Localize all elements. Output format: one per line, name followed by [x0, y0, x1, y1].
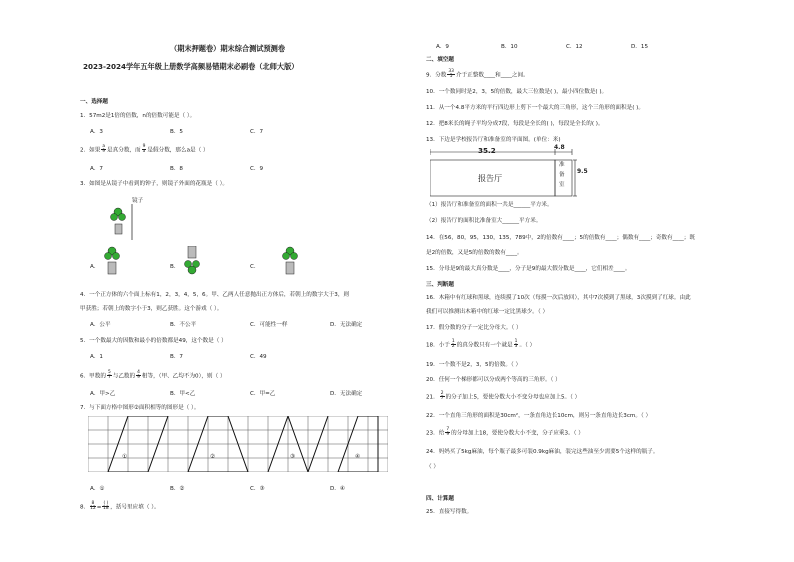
title-line-1: （期末押题卷）期末综合测试预测卷 [170, 44, 286, 53]
q25-text: 25．直接写得数。 [426, 509, 473, 515]
q24-line-2: （ ） [426, 464, 439, 470]
fraction [451, 340, 456, 350]
q6-mid: 与乙数的 [112, 373, 136, 380]
q20-text: 20．任何一个梯形都可以分成两个等高的三角形。（ ） [426, 377, 561, 383]
option: C．49 [250, 354, 267, 360]
q5-options [90, 354, 267, 361]
q13-sub-1: （1）报告厅和准备室的面积一共是______平方米。 [426, 202, 553, 208]
fraction [136, 371, 141, 381]
denominator: 3 [514, 344, 518, 350]
q2-mid: 是真分数，而 [107, 147, 141, 154]
q4-line-2: 甲获胜；若朝上的数字小于3，则乙获胜。这个游戏（ ）。 [80, 306, 223, 312]
fraction [101, 145, 106, 155]
q16-line-1: 16．木箱中有红球和黑球，连续摸了10次（每摸一次后放回），其中7次摸到了黑球，3次摸到了红球。由此 [426, 295, 691, 301]
q14-line-1: 14．在56，80，95，130，135，789中，2的倍数有____；5的倍数有____；偶数有____；奇数有____；既 [426, 235, 695, 241]
option: B． [170, 264, 180, 270]
numerator: 7 [446, 427, 450, 432]
option: C．甲=乙 [250, 391, 276, 397]
q7-grid-figure [88, 416, 388, 472]
q18-mid: 的真分数只有一个就是 [456, 342, 513, 349]
fraction [107, 371, 112, 381]
q2-options [90, 166, 263, 173]
equals-sign: = [96, 504, 102, 511]
denominator: 18 [103, 506, 109, 512]
option: D．④ [330, 486, 345, 492]
dim-prep-width: 4.8 [554, 144, 565, 151]
q9-pre: 9．分数 [426, 72, 447, 79]
floor-plan-figure [430, 146, 580, 200]
q23-text [426, 428, 584, 438]
option: A．甲>乙 [90, 391, 116, 397]
numerator: 2 [440, 391, 444, 396]
option: A．1 [90, 354, 103, 360]
option: A．① [90, 486, 105, 492]
q9-post: 介于正整数____和____之间。 [455, 72, 529, 79]
numerator: 5 [107, 370, 111, 375]
q18-text [426, 340, 535, 350]
vase-option-b [182, 246, 202, 276]
q11-text: 11．从一个4.8平方米的平行四边形上剪下一个最大的三角形，这个三角形的面积是( )。 [426, 105, 644, 111]
fraction [90, 502, 96, 512]
q8-text [80, 502, 160, 512]
dim-height: 9.5 [577, 168, 588, 175]
q2-text [80, 145, 209, 155]
q22-text: 22．一个直角三角形的面积是30cm²，一条直角边长10cm，则另一条直角边长3cm。（ ） [426, 413, 652, 419]
q6-pre: 6．甲数的 [80, 373, 106, 380]
option: C． [250, 264, 260, 270]
option: C．9 [250, 166, 264, 172]
q6-post: 相等，（甲、乙均不为0），则（ ） [141, 373, 226, 380]
figure-label-4: ④ [355, 454, 361, 460]
numerator: ( ) [103, 501, 109, 506]
denominator: 5 [449, 74, 453, 80]
q2-pre: 2．如果 [80, 147, 101, 154]
q17-text: 17．假分数的分子一定比分母大。（ ） [426, 325, 522, 331]
option: D．15 [631, 44, 649, 50]
denominator: 9 [137, 375, 140, 381]
q14-line-2: 是2的倍数，又是5的倍数的数有____。 [426, 250, 523, 256]
option: B．8 [170, 166, 183, 172]
mirror-label: 镜子 [132, 198, 144, 204]
q8-post: ，括号里应填（ ）。 [110, 504, 160, 511]
numerator: 1 [514, 339, 518, 344]
vase-option-c [280, 246, 300, 276]
dim-hall-width: 35.2 [478, 146, 496, 155]
q21-pre: 21． [426, 394, 439, 401]
denominator: a [142, 149, 146, 155]
numerator: 9 [142, 144, 146, 149]
numerator: 1 [451, 339, 455, 344]
q1-text: 1．57m2是1倍的倍数，n的倍数可能是（ ）。 [80, 113, 196, 119]
q7-text: 7．与下面方格中图形②面积相等的图形是（ ）。 [80, 405, 200, 411]
numerator: 4 [137, 370, 140, 375]
option: A．7 [90, 166, 103, 172]
option: A．公平 [90, 322, 111, 328]
q3-text: 3．如图是从镜子中看到的钟子，则镜子外面的花瓶是（ ）。 [80, 181, 228, 187]
q23-post: 的分母加上18，要使分数大小不变，分子应乘3。（ ） [451, 430, 584, 437]
q18-pre: 18．小于 [426, 342, 450, 349]
denominator: 2 [451, 344, 455, 350]
denominator: 12 [90, 506, 96, 512]
hall-label: 报告厅 [478, 174, 502, 183]
fraction [440, 392, 445, 402]
q9-text [426, 70, 529, 80]
q8-options [436, 44, 648, 51]
q13-sub-2: （2）报告厅的面积比准备室大______平方米。 [426, 218, 542, 224]
denominator: 9 [102, 149, 106, 155]
option: D．无法确定 [330, 391, 363, 397]
figure-label-3: ③ [290, 454, 296, 460]
fraction [102, 502, 109, 512]
denominator: 9 [446, 432, 450, 438]
q19-text: 19．一个数不是2，3，5的倍数。（ ） [426, 362, 522, 368]
q15-text: 15．分母是9的最大真分数是____，分子是9的最大假分数是____，它们相差____。 [426, 266, 631, 272]
q5-text: 5．一个数最大的因数和最小的倍数都是49，这个数是（ ） [80, 338, 227, 344]
numerator: a [102, 144, 106, 149]
q4-options [90, 322, 362, 329]
option: B．5 [170, 129, 183, 135]
option: B．10 [501, 44, 518, 50]
fraction [514, 340, 519, 350]
option: C．12 [566, 44, 583, 50]
q7-options [90, 486, 345, 493]
option: C．③ [250, 486, 265, 492]
q8-pre: 8． [80, 504, 90, 511]
option: A．3 [90, 129, 103, 135]
section-judge: 三、判断题 [426, 282, 454, 288]
q18-post: 。（ ） [519, 342, 536, 349]
fraction [447, 70, 455, 80]
q16-line-2: 我们可以推测出木箱中的红球一定比黑球少。（ ） [426, 309, 549, 315]
option: B．7 [170, 354, 183, 360]
q23-pre: 23．给 [426, 430, 445, 437]
mirror-vase-figure [110, 204, 160, 240]
section-choice: 一、选择题 [80, 99, 108, 105]
q24-line-1: 24．妈妈买了5kg麻油，每个瓶子最多可装0.9kg麻油，装完这些油至少需要5个这样的瓶子。 [426, 449, 659, 455]
option: A． [90, 264, 100, 270]
fraction [142, 145, 147, 155]
q6-options [90, 391, 362, 398]
denominator: 7 [107, 375, 111, 381]
q6-text [80, 371, 226, 381]
numerator: 33 [448, 69, 454, 74]
option: A．9 [436, 44, 449, 50]
q21-text [426, 392, 580, 402]
q4-line-1: 4．一个正方体的六个面上标有1，2，3，4，5，6。甲、乙两人任意抛出正方体后，若朝上的数字大于3，则 [80, 292, 350, 298]
option: B．不公平 [170, 322, 197, 328]
prep-label-3: 室 [559, 182, 565, 188]
q2-post: 是假分数，那么a是（ ） [147, 147, 209, 154]
fraction [445, 428, 450, 438]
q1-options [90, 129, 263, 136]
q21-post: 的分子加上5，要使分数大小不变分母也应加上5。（ ） [445, 394, 581, 401]
q10-text: 10．一个数同时是2，3，5的倍数，最大三位数是( )，最小四位数是( )。 [426, 89, 608, 95]
prep-label-1: 准 [559, 162, 565, 168]
section-calc: 四、计算题 [426, 496, 454, 502]
option: B．② [170, 486, 185, 492]
q12-text: 12．把8米长的绳子平均分成7段，每段是全长的( )，每段是全长的( )。 [426, 121, 604, 127]
figure-label-1: ① [122, 454, 128, 460]
numerator: 8 [91, 501, 95, 506]
section-fill: 二、填空题 [426, 57, 454, 63]
title-line-2: 2023-2024学年五年级上册数学高频易错期末必刷卷（北师大版） [83, 62, 299, 71]
vase-option-a [102, 246, 122, 276]
denominator: 7 [440, 396, 444, 402]
option: C．可能性一样 [250, 322, 288, 328]
option: D．无法确定 [330, 322, 363, 328]
q13-text: 13．下边是学校报告厅和准备室的平面图。(单位：米) [426, 137, 561, 143]
option: C．7 [250, 129, 264, 135]
prep-label-2: 备 [559, 172, 565, 178]
option: B．甲<乙 [170, 391, 196, 397]
figure-label-2: ② [210, 454, 216, 460]
